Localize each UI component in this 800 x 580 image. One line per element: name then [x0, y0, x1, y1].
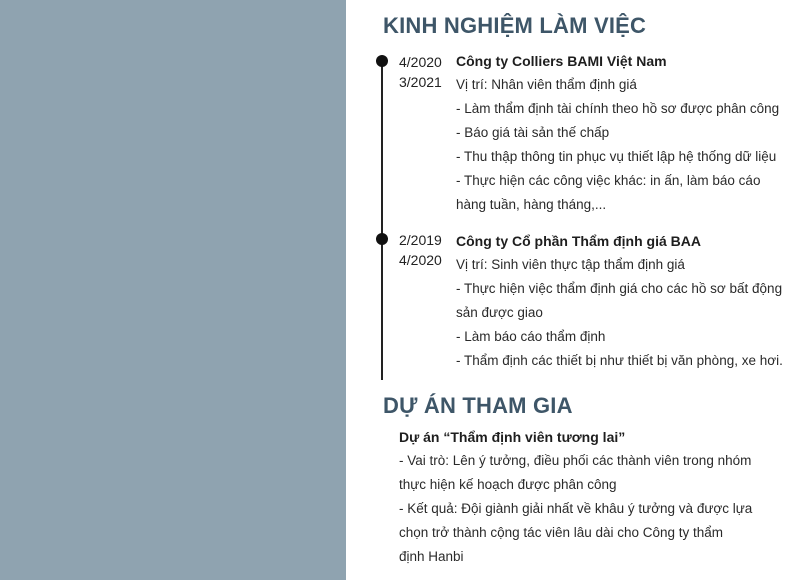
timeline-dot [376, 55, 388, 67]
job-duty-continued: hàng tuần, hàng tháng,... [456, 197, 607, 212]
job-company: Công ty Colliers BAMI Việt Nam [456, 53, 667, 69]
timeline-line [381, 60, 383, 380]
projects-heading: DỰ ÁN THAM GIA [383, 393, 573, 418]
job-company: Công ty Cổ phần Thẩm định giá BAA [456, 233, 701, 249]
job-duty: - Làm báo cáo thẩm định [456, 329, 606, 344]
project-detail-continued: chọn trở thành cộng tác viên lâu dài cho Công ty thẩm [399, 525, 724, 540]
experience-heading: KINH NGHIỆM LÀM VIỆC [383, 13, 647, 38]
project-detail: - Vai trò: Lên ý tưởng, điều phối các thành viên trong nhóm [399, 453, 752, 468]
job-duty: - Thực hiện việc thẩm định giá cho các hồ sơ bất động [456, 281, 783, 296]
job-duty: - Làm thẩm định tài chính theo hồ sơ được phân công [456, 101, 780, 116]
project-detail: - Kết quả: Đội giành giải nhất về khâu ý tưởng và được lựa [399, 501, 753, 516]
project-detail-continued: thực hiện kế hoạch được phân công [399, 477, 617, 492]
left-sidebar-panel [0, 0, 346, 580]
project-detail-continued: định Hanbi [399, 549, 464, 564]
job-duty: - Thực hiện các công việc khác: in ấn, làm báo cáo [456, 173, 761, 188]
job-duty-continued: sản được giao [456, 305, 543, 320]
job-date-start: 4/2020 [399, 54, 442, 70]
timeline-dot [376, 233, 388, 245]
job-position: Vị trí: Nhân viên thẩm định giá [456, 77, 637, 92]
job-date-end: 3/2021 [399, 74, 442, 90]
job-duty: - Thẩm định các thiết bị như thiết bị văn phòng, xe hơi. [456, 353, 783, 368]
job-date-end: 4/2020 [399, 252, 442, 268]
job-date-start: 2/2019 [399, 232, 442, 248]
project-title: Dự án “Thẩm định viên tương lai” [399, 429, 626, 445]
job-duty: - Thu thập thông tin phục vụ thiết lập hệ thống dữ liệu [456, 149, 777, 164]
job-duty: - Báo giá tài sản thế chấp [456, 125, 610, 140]
job-position: Vị trí: Sinh viên thực tập thẩm định giá [456, 257, 685, 272]
